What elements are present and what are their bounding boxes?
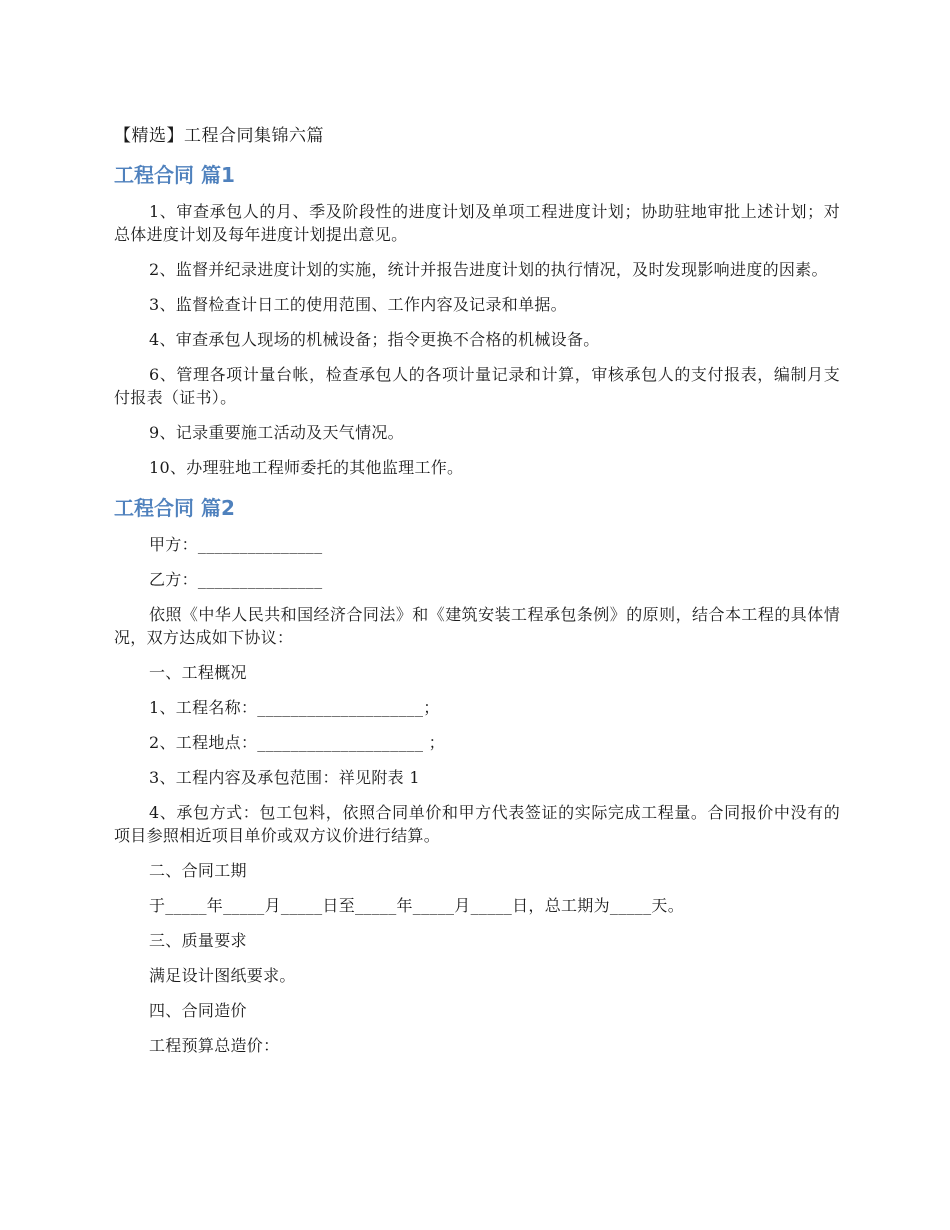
document-title: 【精选】工程合同集锦六篇 [114, 126, 324, 146]
subheading: 二、合同工期 [149, 861, 247, 880]
paragraph: 1、审查承包人的月、季及阶段性的进度计划及单项工程进度计划；协助驻地审批上述计划；对总体进度计划及每年进度计划提出意见。 [114, 202, 840, 244]
section-1 [114, 160, 840, 479]
paragraph: 3、监督检查计日工的使用范围、工作内容及记录和单据。 [149, 295, 567, 314]
paragraph: 满足设计图纸要求。 [149, 966, 296, 985]
paragraph: 于_____年_____月_____日至_____年_____月_____日，总工期为_____天。 [149, 896, 684, 915]
paragraph: 2、监督并纪录进度计划的实施，统计并报告进度计划的执行情况，及时发现影响进度的因素。 [149, 260, 828, 279]
paragraph: 工程预算总造价： [149, 1036, 280, 1055]
paragraph: 6、管理各项计量台帐，检查承包人的各项计量记录和计算，审核承包人的支付报表，编制月支付报表（证书）。 [114, 365, 840, 407]
subheading: 四、合同造价 [149, 1001, 247, 1020]
subheading: 三、质量要求 [149, 931, 247, 950]
paragraph: 4、承包方式：包工包料，依照合同单价和甲方代表签证的实际完成工程量。合同报价中没有的项目参照相近项目单价或双方议价进行结算。 [114, 803, 840, 845]
paragraph: 10、办理驻地工程师委托的其他监理工作。 [149, 458, 464, 477]
party-b-line: 乙方：_______________ [149, 570, 323, 589]
paragraph: 4、审查承包人现场的机械设备；指令更换不合格的机械设备。 [149, 330, 600, 349]
paragraph: 9、记录重要施工活动及天气情况。 [149, 423, 404, 442]
section-heading: 工程合同 篇2 [114, 496, 235, 520]
paragraph: 2、工程地点：____________________ ； [149, 733, 445, 752]
section-heading: 工程合同 篇1 [114, 163, 235, 187]
paragraph: 依照《中华人民共和国经济合同法》和《建筑安装工程承包条例》的原则，结合本工程的具体情况，双方达成如下协议： [114, 605, 840, 647]
paragraph: 3、工程内容及承包范围：祥见附表 1 [149, 768, 420, 787]
paragraph: 1、工程名称：____________________； [149, 698, 440, 717]
section-2 [114, 493, 840, 1057]
document-page [114, 122, 840, 1069]
subheading: 一、工程概况 [149, 663, 247, 682]
party-a-line: 甲方：_______________ [149, 535, 323, 554]
